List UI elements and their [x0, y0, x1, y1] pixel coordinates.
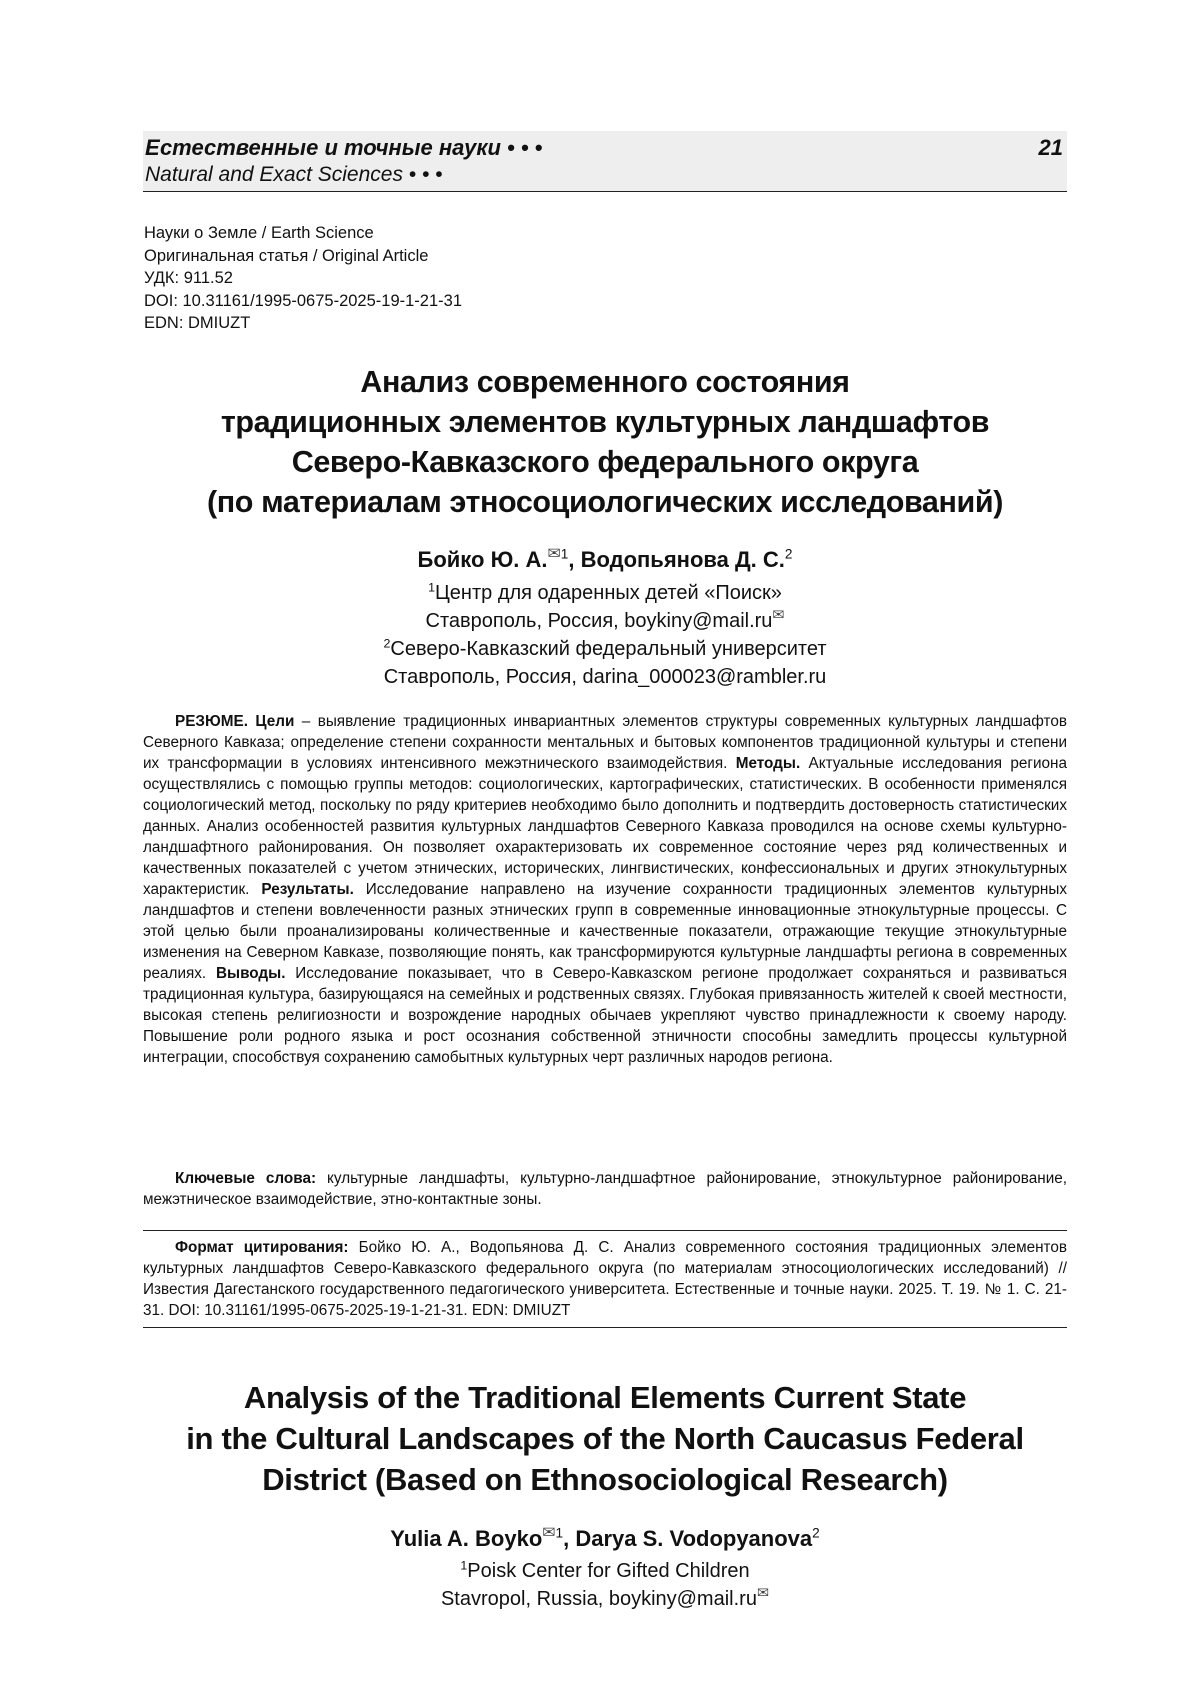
title-en-line: Analysis of the Traditional Elements Current State — [143, 1377, 1067, 1418]
running-header — [143, 131, 1067, 192]
edn-code: EDN: DMIUZT — [144, 312, 462, 335]
affiliation-city: Ставрополь, Россия, darina_000023@rambler.ru — [143, 663, 1067, 691]
article-title-en — [143, 1377, 1067, 1500]
affiliation-marker: 1 — [561, 547, 569, 562]
title-en-line: in the Cultural Landscapes of the North Caucasus Federal — [143, 1418, 1067, 1459]
citation-box — [143, 1230, 1067, 1328]
envelope-icon[interactable]: ✉ — [772, 607, 784, 623]
conclusions-label: Выводы. — [216, 965, 285, 982]
affiliation-marker: 2 — [812, 1526, 820, 1541]
author-separator: , — [563, 1526, 575, 1551]
keywords — [143, 1168, 1067, 1210]
author-separator: , — [568, 547, 580, 572]
author-name: Darya S. Vodopyanova — [575, 1526, 812, 1551]
affiliation-marker: 2 — [785, 547, 793, 562]
results-label: Результаты. — [261, 881, 353, 898]
article-type: Оригинальная статья / Original Article — [144, 245, 462, 268]
envelope-icon[interactable]: ✉ — [548, 546, 561, 563]
title-ru-line: традиционных элементов культурных ландшафтов — [143, 402, 1067, 442]
title-ru-line: (по материалам этносоциологических исследований) — [143, 482, 1067, 522]
envelope-icon[interactable]: ✉ — [542, 1525, 555, 1542]
citation-text: Бойко Ю. А., Водопьянова Д. С. Анализ современного состояния традиционных элементов культурных ландшафтов Северо-Кавказского федерального округа (по материалам этносоциологических исследований) // Известия Дагестанского государственного педагогического университета. Естественные и точные науки. 2025. Т. 19. № 1. С. 21-31. DOI: 10.31161/1995-0675-2025-19-1-21-31. EDN: DMIUZT — [143, 1239, 1067, 1319]
affiliation-city: Ставрополь, Россия, boykiny@mail.ru✉ — [143, 607, 1067, 635]
journal-title-ru: Естественные и точные науки • • • — [145, 135, 542, 161]
keywords-label: Ключевые слова: — [175, 1170, 316, 1187]
section-label: Науки о Земле / Earth Science — [144, 222, 462, 245]
author-name: Yulia A. Boyko — [390, 1526, 542, 1551]
journal-title-en: Natural and Exact Sciences • • • — [145, 163, 443, 187]
title-en-line: District (Based on Ethnosociological Research) — [143, 1459, 1067, 1500]
authors-en — [143, 1526, 1067, 1552]
abstract-label: РЕЗЮМЕ. — [175, 713, 248, 730]
affiliation-marker: 1 — [428, 580, 435, 594]
keywords-text: культурные ландшафты, культурно-ландшафтное районирование, этнокультурное районирование, межэтническое взаимодействие, этно-контактные зоны. — [143, 1170, 1067, 1208]
affiliation-org: 2Северо-Кавказский федеральный университет — [143, 635, 1067, 663]
affiliation-marker: 2 — [384, 636, 391, 650]
affiliations-ru — [143, 579, 1067, 691]
title-ru-line: Северо-Кавказского федерального округа — [143, 442, 1067, 482]
article-metadata — [144, 222, 462, 335]
udk-code: УДК: 911.52 — [144, 267, 462, 290]
abstract — [143, 711, 1067, 1068]
citation-label: Формат цитирования: — [175, 1239, 349, 1256]
article-title-ru — [143, 362, 1067, 522]
methods-label: Методы. — [736, 755, 801, 772]
author-name: Водопьянова Д. С. — [581, 547, 785, 572]
affiliation-org: 1Poisk Center for Gifted Children — [143, 1557, 1067, 1585]
envelope-icon[interactable]: ✉ — [757, 1585, 769, 1601]
affiliations-en — [143, 1557, 1067, 1613]
affiliation-marker: 1 — [460, 1558, 467, 1572]
goals-text: – выявление традиционных инвариантных элементов структуры современных культурных ландшафтов Северного Кавказа; определение степени сохранности ментальных и бытовых компонентов традиционной культуры и степени их трансформации в условиях интенсивного межэтнического взаимодействия. — [143, 713, 1067, 772]
methods-text: Актуальные исследования региона осуществлялись с помощью группы методов: социологических, картографических, статистических. В особенности применялся социологический метод, поскольку по ряду критериев необходимо было дополнить и подтвердить достоверность статистических данных. Анализ особенностей развития культурных ландшафтов Северного Кавказа проводился на основе схемы культурно-ландшафтного районирования. Он позволяет охарактеризовать их современное состояние через ряд количественных и качественных показателей с учетом этнических, исторических, лингвистических, конфессиональных и других этнокультурных характеристик. — [143, 755, 1067, 898]
conclusions-text: Исследование показывает, что в Северо-Кавказском регионе продолжает сохраняться и развиваться традиционная культура, базирующаяся на семейных и родственных связях. Глубокая привязанность жителей к своей местности, высокая степень религиозности и возрождение народных обычаев укрепляют чувство принадлежности к своему народу. Повышение роли родного языка и рост осознания собственной этничности способны замедлить процессы культурной интеграции, способствуя сохранению самобытных культурных черт различных народов региона. — [143, 965, 1067, 1066]
authors-ru — [143, 547, 1067, 573]
page-number: 21 — [1039, 135, 1063, 161]
affiliation-marker: 1 — [556, 1526, 564, 1541]
affiliation-org: 1Центр для одаренных детей «Поиск» — [143, 579, 1067, 607]
author-name: Бойко Ю. А. — [418, 547, 548, 572]
doi-link[interactable]: DOI: 10.31161/1995-0675-2025-19-1-21-31 — [144, 290, 462, 313]
affiliation-city: Stavropol, Russia, boykiny@mail.ru✉ — [143, 1585, 1067, 1613]
goals-label: Цели — [255, 713, 294, 730]
title-ru-line: Анализ современного состояния — [143, 362, 1067, 402]
results-text: Исследование направлено на изучение сохранности традиционных элементов культурных ландшафтов и степени вовлеченности разных этнических групп в современные инновационные этнокультурные процессы. С этой целью были проанализированы количественные и качественные показатели, отражающие текущие этнокультурные изменения на Северном Кавказе, позволяющие понять, как трансформируются культурные ландшафты региона в современных реалиях. — [143, 881, 1067, 982]
